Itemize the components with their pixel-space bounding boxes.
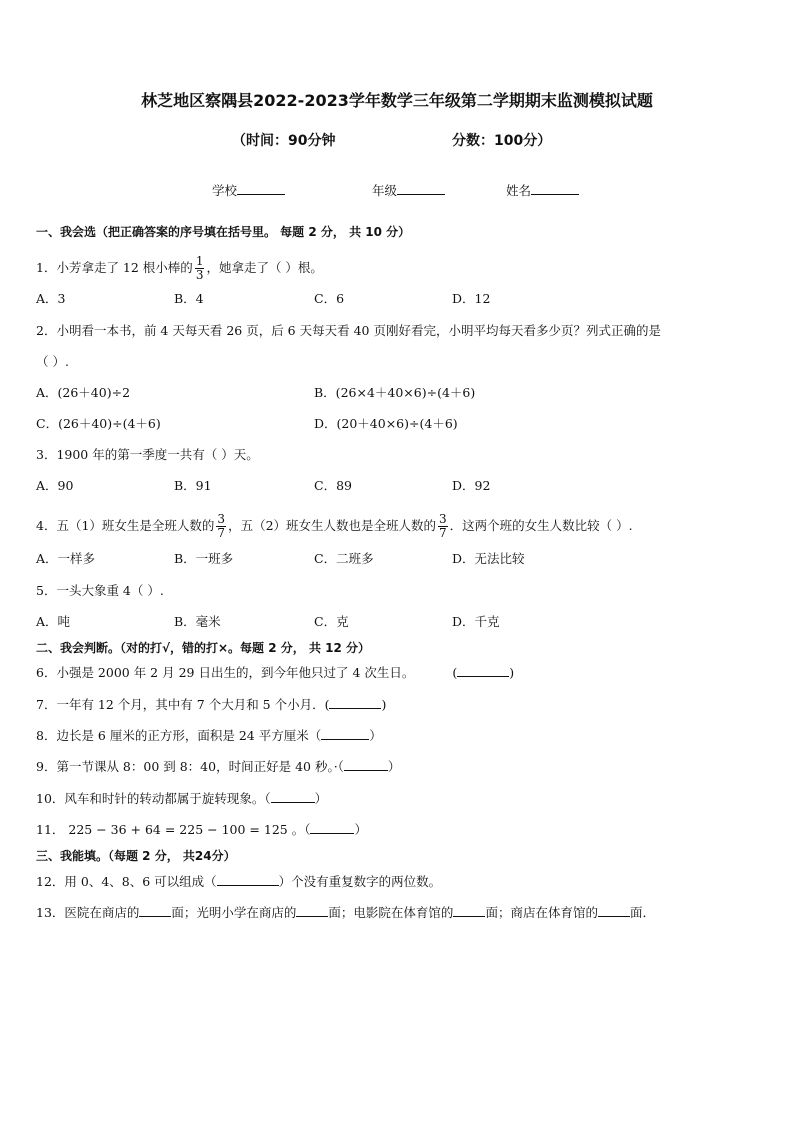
question-1 bbox=[36, 255, 323, 282]
question-13-text-d: 面；商店在体育馆的 bbox=[485, 905, 598, 920]
q3-option-d: D．92 bbox=[452, 478, 491, 493]
answer-blank bbox=[139, 916, 171, 917]
answer-blank bbox=[296, 916, 328, 917]
q5-option-d: D．千克 bbox=[452, 614, 500, 629]
frac-numerator: 3 bbox=[439, 512, 447, 526]
q1-option-b: B．4 bbox=[174, 291, 204, 306]
question-4-text-mid: ，五（2）班女生人数也是全班人数的 bbox=[228, 518, 437, 533]
frac-denominator: 3 bbox=[195, 268, 204, 282]
answer-blank bbox=[321, 739, 369, 740]
school-field bbox=[212, 181, 285, 199]
q4-option-b: B．一班多 bbox=[174, 551, 234, 566]
question-1-text: 1．小芳拿走了 12 根小棒的 bbox=[36, 260, 193, 275]
question-11-text: 11． 225 − 36 + 64 = 225 − 100 = 125 。（ bbox=[36, 822, 311, 837]
q5-option-b: B．毫米 bbox=[174, 614, 221, 629]
question-8: 8．边长是 6 厘米的正方形，面积是 24 平方厘米（ ） bbox=[36, 728, 382, 743]
question-10: 10．风车和时针的转动都属于旋转现象。（ ） bbox=[36, 791, 328, 806]
question-12-text-end: ）个没有重复数字的两位数。 bbox=[278, 874, 442, 889]
answer-blank bbox=[271, 802, 315, 803]
answer-blank bbox=[453, 916, 485, 917]
answer-blank bbox=[344, 770, 388, 771]
question-10-text: 10．风车和时针的转动都属于旋转现象。（ bbox=[36, 791, 271, 806]
question-5: 5．一头大象重 4（ ）. bbox=[36, 583, 164, 598]
q4-option-d: D．无法比较 bbox=[452, 551, 525, 566]
question-2-cont: （ ）. bbox=[36, 354, 69, 369]
question-6-text: 6．小强是 2000 年 2 月 29 日出生的，到今年他只过了 4 次生日。 bbox=[36, 665, 415, 680]
q1-option-d: D．12 bbox=[452, 291, 491, 306]
fraction-3-7 bbox=[216, 513, 226, 540]
answer-blank bbox=[598, 916, 630, 917]
fraction-3-7-second bbox=[438, 513, 448, 540]
q2-option-d: D．(20＋40×6)÷(4＋6) bbox=[314, 416, 458, 431]
q2-option-b: B．(26×4＋40×6)÷(4＋6) bbox=[314, 385, 476, 400]
name-label: 姓名 bbox=[506, 183, 532, 198]
question-13-text: 13．医院在商店的 bbox=[36, 905, 140, 920]
q2-option-c: C．(26＋40)÷(4＋6) bbox=[36, 416, 161, 431]
name-blank bbox=[531, 194, 579, 195]
answer-blank bbox=[310, 833, 354, 834]
question-8-text: 8．边长是 6 厘米的正方形，面积是 24 平方厘米（ bbox=[36, 728, 322, 743]
question-1-text-end: ，她拿走了（ ）根。 bbox=[206, 260, 323, 275]
q2-option-a: A．(26＋40)÷2 bbox=[36, 385, 131, 400]
section-2-heading: 二、我会判断。（对的打√，错的打×。每题 2 分， 共 12 分） bbox=[36, 641, 370, 655]
question-13-text-b: 面；光明小学在商店的 bbox=[171, 905, 297, 920]
school-label: 学校 bbox=[212, 183, 238, 198]
question-11: 11． 225 − 36 + 64 = 225 − 100 = 125 。（ ） bbox=[36, 822, 367, 837]
q5-option-a: A．吨 bbox=[36, 614, 71, 629]
q4-option-c: C．二班多 bbox=[314, 551, 374, 566]
section-1-heading: 一、我会选（把正确答案的序号填在括号里。 每题 2 分， 共 10 分） bbox=[36, 225, 411, 239]
page-title: 林芝地区察隅县2022-2023学年数学三年级第二学期期末监测模拟试题 bbox=[141, 91, 653, 110]
frac-numerator: 1 bbox=[195, 254, 204, 268]
question-7: 7．一年有 12 个月，其中有 7 个大月和 5 个小月．( ) bbox=[36, 697, 387, 712]
section-3-heading: 三、我能填。（每题 2 分， 共24分） bbox=[36, 849, 236, 863]
question-7-text: 7．一年有 12 个月，其中有 7 个大月和 5 个小月．( bbox=[36, 697, 330, 712]
answer-blank bbox=[217, 885, 279, 886]
grade-label: 年级 bbox=[372, 183, 398, 198]
q1-option-a: A．3 bbox=[36, 291, 66, 306]
question-3: 3．1900 年的第一季度一共有（ ）天。 bbox=[36, 447, 259, 462]
question-6: 6．小强是 2000 年 2 月 29 日出生的，到今年他只过了 4 次生日。 ( ) bbox=[36, 665, 515, 680]
q1-option-c: C．6 bbox=[314, 291, 345, 306]
question-13-text-e: 面． bbox=[629, 905, 655, 920]
question-12 bbox=[36, 873, 441, 891]
frac-numerator: 3 bbox=[217, 512, 226, 526]
q5-option-c: C．克 bbox=[314, 614, 349, 629]
score-label: 分数：100分） bbox=[452, 133, 552, 149]
frac-denominator: 7 bbox=[217, 526, 226, 540]
question-12-text: 12．用 0、4、8、6 可以组成（ bbox=[36, 874, 217, 889]
q3-option-b: B．91 bbox=[174, 478, 212, 493]
question-4-text: 4．五（1）班女生是全班人数的 bbox=[36, 518, 215, 533]
name-field bbox=[506, 181, 579, 199]
question-4-text-end: ．这两个班的女生人数比较（ ）. bbox=[449, 518, 633, 533]
question-4 bbox=[36, 513, 633, 540]
answer-blank bbox=[329, 708, 381, 709]
answer-blank bbox=[457, 676, 509, 677]
q4-option-a: A．一样多 bbox=[36, 551, 96, 566]
question-9: 9．第一节课从 8：00 到 8：40，时间正好是 40 秒。·（ ） bbox=[36, 759, 401, 774]
question-13 bbox=[36, 904, 655, 922]
fraction-1-3 bbox=[195, 255, 205, 282]
grade-field bbox=[372, 181, 445, 199]
q3-option-c: C．89 bbox=[314, 478, 352, 493]
q3-option-a: A．90 bbox=[36, 478, 74, 493]
question-9-text: 9．第一节课从 8：00 到 8：40，时间正好是 40 秒。·（ bbox=[36, 759, 344, 774]
grade-blank bbox=[397, 194, 445, 195]
frac-denominator: 7 bbox=[439, 526, 447, 540]
question-2: 2．小明看一本书，前 4 天每天看 26 页，后 6 天每天看 40 页刚好看完，小明平均每天看多少页？列式正确的是 bbox=[36, 323, 661, 338]
time-label: （时间：90分钟 bbox=[232, 133, 336, 149]
school-blank bbox=[237, 194, 285, 195]
question-13-text-c: 面；电影院在体育馆的 bbox=[328, 905, 454, 920]
